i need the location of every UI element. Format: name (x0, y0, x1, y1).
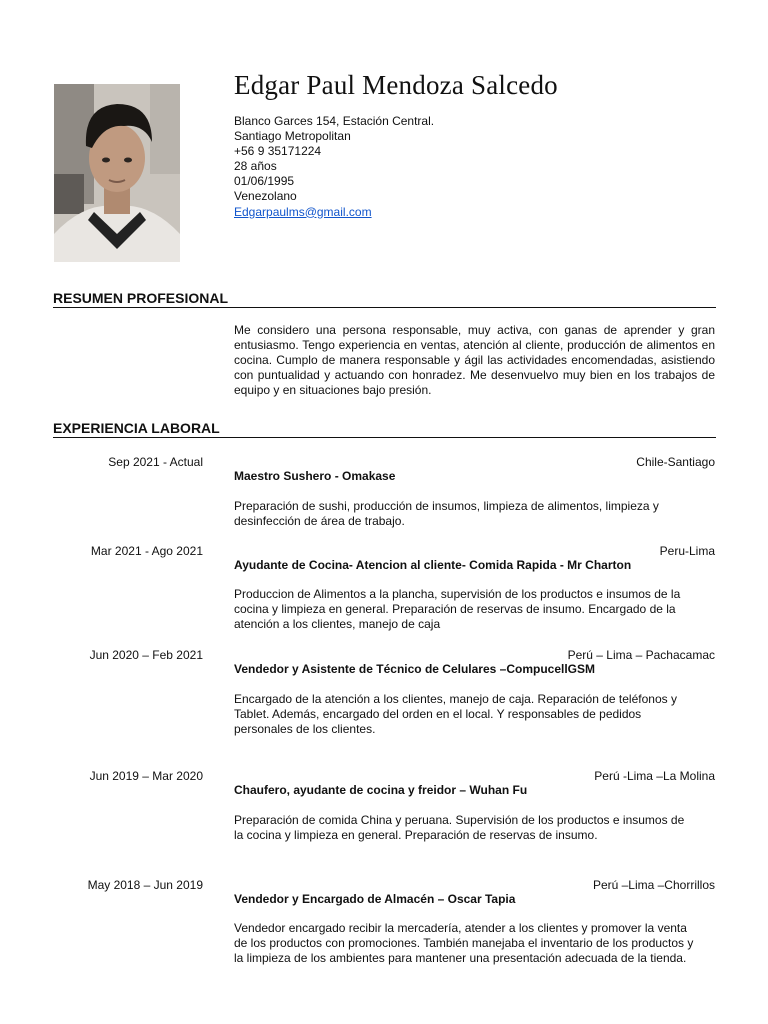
nationality: Venezolano (234, 189, 297, 204)
job-description-line: Vendedor encargado recibir la mercadería, atender a los clientes y promover la venta (234, 921, 687, 935)
job-location: Perú -Lima –La Molina (594, 769, 715, 783)
job-title: Maestro Sushero - Omakase (234, 469, 396, 483)
job-title: Ayudante de Cocina- Atencion al cliente- Comida Rapida - Mr Charton (234, 558, 632, 572)
email-link[interactable]: Edgarpaulms@gmail.com (234, 204, 372, 219)
job-location: Peru-Lima (659, 544, 715, 558)
job-title: Vendedor y Asistente de Técnico de Celulares –CompucellGSM (234, 662, 595, 676)
job-date: Sep 2021 - Actual (108, 455, 203, 469)
phone-number: +56 9 35171224 (234, 144, 322, 159)
age: 28 años (234, 159, 277, 174)
job-location: Perú –Lima –Chorrillos (592, 878, 715, 892)
job-description-line: de los productos con promociones. También manejaba el inventario de los productos y (234, 936, 694, 951)
birth-date: 01/06/1995 (234, 174, 295, 189)
contact-info (234, 114, 434, 220)
job-description-line: atención a los clientes, manejo de caja (234, 617, 441, 632)
summary-heading: RESUMEN PROFESIONAL (53, 290, 716, 308)
address-line: Blanco Garces 154, Estación Central. (234, 114, 435, 128)
candidate-name: Edgar Paul Mendoza Salcedo (234, 70, 558, 100)
job-title: Vendedor y Encargado de Almacén – Oscar Tapia (234, 892, 516, 906)
experience-heading: EXPERIENCIA LABORAL (53, 420, 716, 438)
job-description-line: la limpieza de los ambientes para mantener una presentación adecuada de la tienda. (234, 951, 687, 966)
job-location: Chile-Santiago (636, 455, 715, 469)
job-date: Jun 2019 – Mar 2020 (89, 769, 203, 783)
job-description-line: desinfección de área de trabajo. (234, 514, 405, 529)
job-description-line: Tablet. Además, encargado del orden en el local. Y responsables de pedidos (234, 707, 642, 722)
job-description (234, 921, 718, 967)
job-description-line: la cocina y limpieza en general. Preparación de reservas de insumo. (234, 828, 598, 843)
job-description-line: personales de los clientes. (234, 722, 376, 737)
job-description-line: Encargado de la atención a los clientes, manejo de caja. Reparación de teléfonos y (234, 692, 677, 706)
job-description (234, 692, 718, 738)
job-date: Jun 2020 – Feb 2021 (89, 648, 203, 662)
profile-photo (54, 84, 180, 262)
job-description-line: Produccion de Alimentos a la plancha, supervisión de los productos e insumos de la (234, 587, 681, 601)
job-description-line: Preparación de comida China y peruana. Supervisión de los productos e insumos de (234, 813, 685, 827)
job-title: Chaufero, ayudante de cocina y freidor – Wuhan Fu (234, 783, 528, 797)
job-description-line: cocina y limpieza en general. Preparación de reservas de insumo. Encargado de la (234, 602, 676, 617)
job-date: Mar 2021 - Ago 2021 (90, 544, 203, 558)
job-description (234, 813, 718, 843)
job-location: Perú – Lima – Pachacamac (567, 648, 715, 662)
job-date: May 2018 – Jun 2019 (87, 878, 203, 892)
job-description-line: Preparación de sushi, producción de insumos, limpieza de alimentos, limpieza y (234, 499, 659, 513)
portrait-image (54, 84, 180, 262)
city-line: Santiago Metropolitan (234, 129, 351, 144)
summary-text: Me considero una persona responsable, muy activa, con ganas de aprender y gran entusiasmo. Tengo experiencia en ventas, atención al cliente, producción de alimentos en cocina. Cumplo de manera responsable y ágil las actividades encomendadas, asistiendo con puntualidad y actuando con honradez. Me desenvuelvo muy bien en los trabajos de equipo y en situaciones bajo presión. (234, 323, 715, 398)
job-description (234, 587, 718, 633)
job-description (234, 499, 718, 529)
